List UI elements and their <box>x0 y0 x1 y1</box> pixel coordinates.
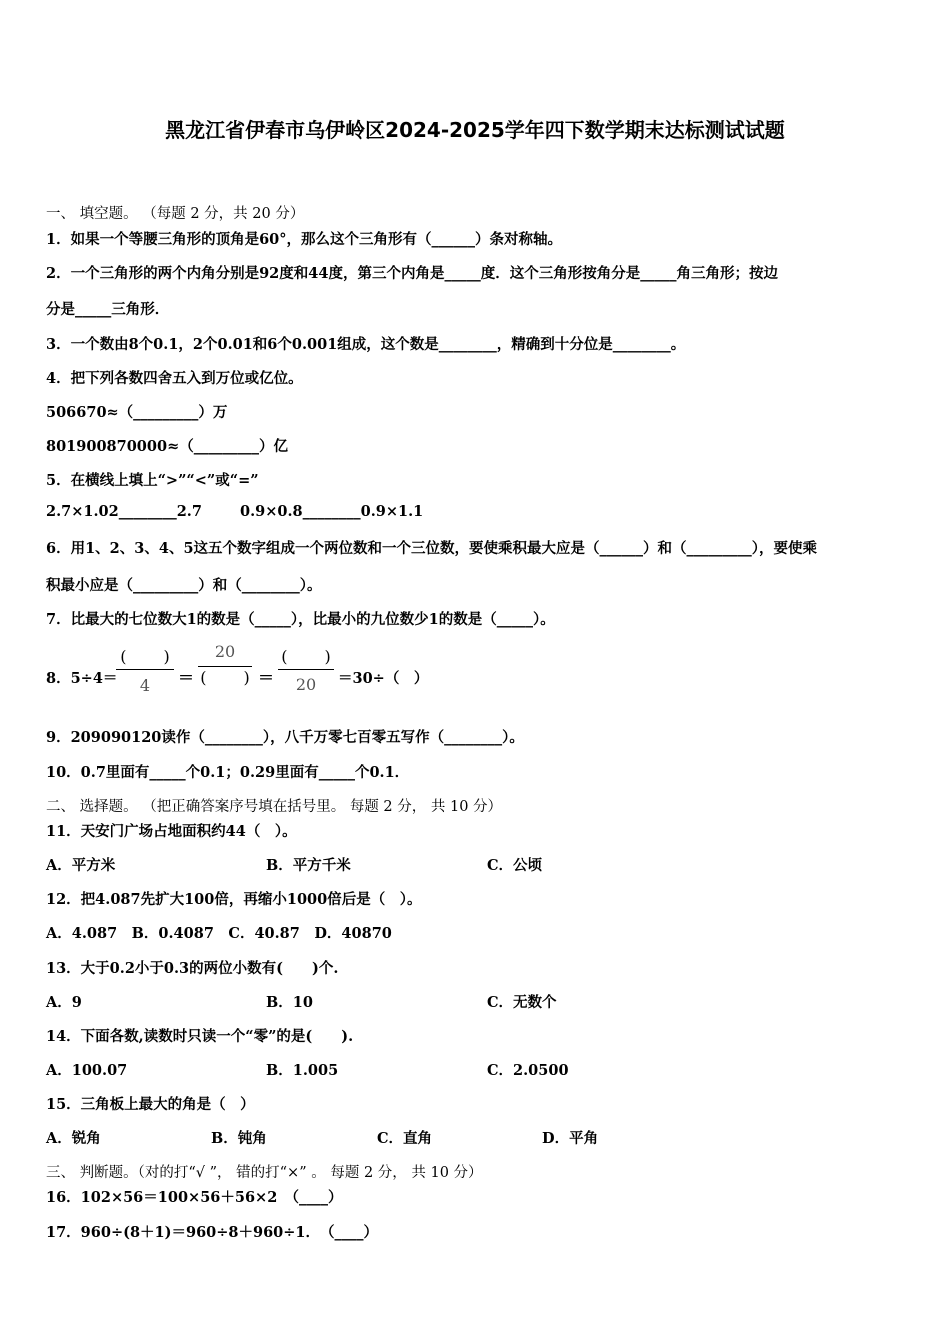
question-5-item-a: 2.7×1.02________2.7 <box>46 503 202 520</box>
question-11-option-c: C．公顷 <box>487 857 543 874</box>
question-15-option-c: C．直角 <box>377 1130 433 1147</box>
question-11: 11．天安门广场占地面积约44（ ）。 <box>46 823 297 840</box>
question-4-item-a: 506670≈（_________）万 <box>46 404 228 421</box>
question-6-line-2: 积最小应是（_________）和（________）。 <box>46 577 322 594</box>
question-17: 17．960÷(8＋1)＝960÷8＋960÷1． （____） <box>46 1224 379 1241</box>
question-10: 10．0.7里面有_____个0.1；0.29里面有_____个0.1． <box>46 764 410 781</box>
question-8-prefix: 8．5÷4＝ <box>46 670 118 687</box>
question-12: 12．把4.087先扩大100倍，再缩小1000倍后是（ ）。 <box>46 891 422 908</box>
question-14: 14．下面各数,读数时只读一个“零”的是( ). <box>46 1028 354 1045</box>
fraction-2-numerator: 20 <box>214 642 236 661</box>
question-9: 9．209090120读作（________），八千万零七百零五写作（________）。 <box>46 729 524 746</box>
question-11-option-a: A．平方米 <box>46 857 116 874</box>
question-15: 15．三角板上最大的角是（ ） <box>46 1096 255 1113</box>
fraction-1-denominator: 4 <box>139 676 151 695</box>
fraction-1-bar <box>116 669 174 670</box>
fraction-3-numerator: ( ) <box>281 647 331 666</box>
question-11-option-b: B．平方千米 <box>266 857 351 874</box>
question-15-option-d: D．平角 <box>542 1130 599 1147</box>
question-4: 4．把下列各数四舍五入到万位或亿位。 <box>46 370 303 387</box>
fraction-1-numerator: ( ) <box>120 647 170 666</box>
question-1: 1．如果一个等腰三角形的顶角是60°，那么这个三角形有（______）条对称轴。 <box>46 231 563 248</box>
question-13-option-a: A．9 <box>46 994 82 1011</box>
question-15-option-b: B．钝角 <box>211 1130 267 1147</box>
question-2-line-2: 分是_____三角形． <box>46 301 170 318</box>
question-13-option-c: C．无数个 <box>487 994 557 1011</box>
equals-2: ＝ <box>257 668 274 687</box>
question-14-option-c: C．2.0500 <box>487 1062 569 1079</box>
fraction-3-bar <box>278 669 334 670</box>
question-8-suffix: ＝30÷（ ） <box>338 670 429 687</box>
question-4-item-b: 801900870000≈（_________）亿 <box>46 438 288 455</box>
fraction-3-denominator: 20 <box>295 675 317 694</box>
question-5: 5．在横线上填上“>”“<”或“=” <box>46 472 259 489</box>
fraction-2-denominator: ( ) <box>200 668 250 687</box>
question-12-options: A．4.087 B．0.4087 C．40.87 D．40870 <box>46 925 392 942</box>
question-16: 16．102×56＝100×56＋56×2 （____） <box>46 1189 343 1206</box>
question-14-option-a: A．100.07 <box>46 1062 128 1079</box>
section-heading-fill-in: 一、 填空题。 （每题 2 分，共 20 分） <box>46 206 305 222</box>
question-2-line-1: 2．一个三角形的两个内角分别是92度和44度，第三个内角是_____度．这个三角形按角分是_____角三角形；按边 <box>46 265 778 282</box>
section-heading-choice: 二、 选择题。 （把正确答案序号填在括号里。 每题 2 分， 共 10 分） <box>46 799 503 815</box>
question-5-item-b: 0.9×0.8________0.9×1.1 <box>240 503 424 520</box>
question-15-option-a: A．锐角 <box>46 1130 101 1147</box>
question-14-option-b: B．1.005 <box>266 1062 339 1079</box>
question-6-line-1: 6．用1、2、3、4、5这五个数字组成一个两位数和一个三位数，要使乘积最大应是（______）和（_________），要使乘 <box>46 540 818 557</box>
equals-1: ＝ <box>177 668 194 687</box>
section-heading-judgement: 三、 判断题。（对的打“√ ”， 错的打“×” 。 每题 2 分， 共 10 分） <box>46 1165 483 1181</box>
question-3: 3．一个数由8个0.1，2个0.01和6个0.001组成，这个数是________，精确到十分位是________。 <box>46 336 686 353</box>
question-13: 13．大于0.2小于0.3的两位小数有( )个. <box>46 960 339 977</box>
question-13-option-b: B．10 <box>266 994 313 1011</box>
question-7: 7．比最大的七位数大1的数是（_____），比最小的九位数少1的数是（_____）。 <box>46 611 555 628</box>
page-title: 黑龙江省伊春市乌伊岭区2024-2025学年四下数学期末达标测试试题 <box>165 118 785 142</box>
